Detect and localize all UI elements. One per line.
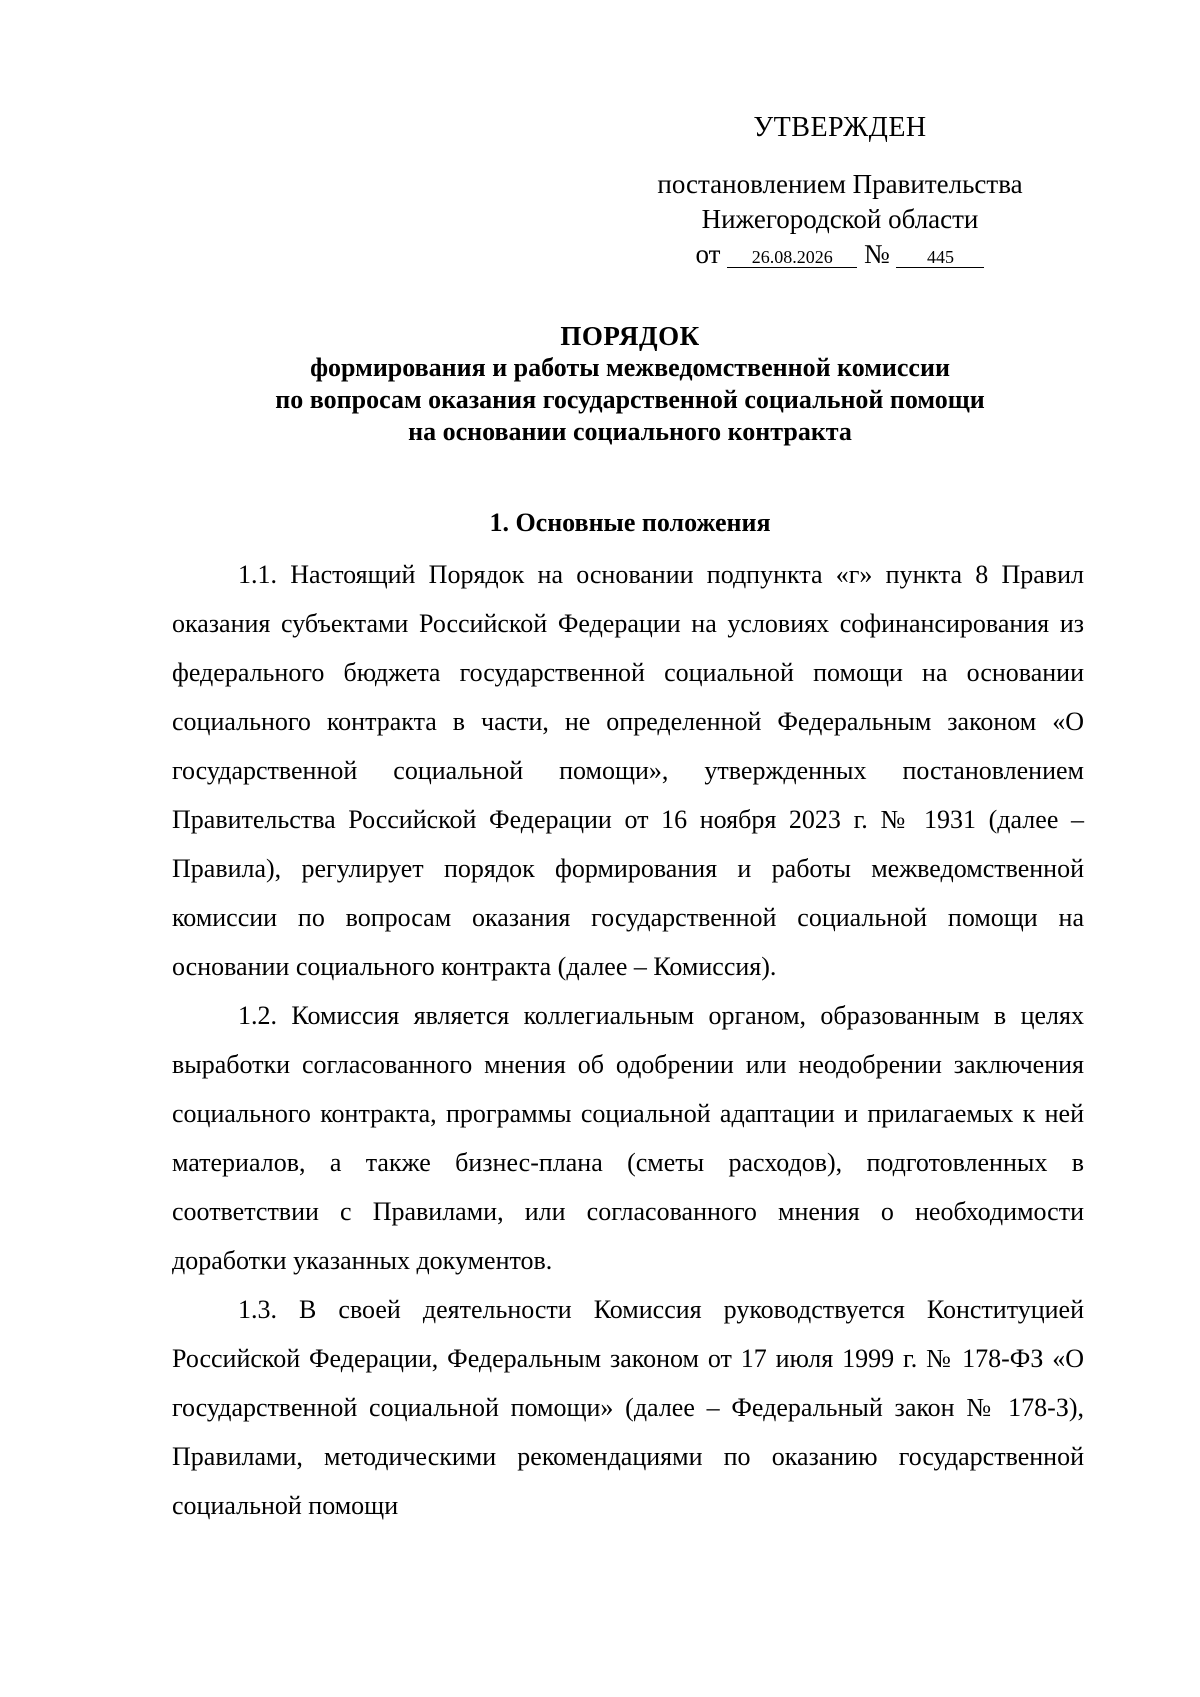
document-body xyxy=(172,550,1084,1530)
approval-line-2: Нижегородской области xyxy=(701,204,979,234)
paragraph-1-3: 1.3. В своей деятельности Комиссия руководствуется Конституцией Российской Федерации, Федеральным законом от 17 июля 1999 г. № 178-ФЗ «О государственной социальной помощи» (далее – Федеральный закон № 178-З), Правилами, методическими рекомендациями по оказанию государственной социальной помощи xyxy=(172,1295,1084,1520)
decree-date: 26.08.2026 xyxy=(727,247,857,268)
section-heading: 1. Основные положения xyxy=(489,508,771,537)
document-subtitle-line-1: формирования и работы межведомственной комиссии xyxy=(310,353,950,382)
document-subtitle-line-2: по вопросам оказания государственной социальной помощи xyxy=(275,385,985,414)
approval-stamp-block xyxy=(620,110,1060,272)
decree-number: 445 xyxy=(896,247,984,268)
number-sign: № xyxy=(863,239,890,269)
paragraph-1-1: 1.1. Настоящий Порядок на основании подпункта «г» пункта 8 Правил оказания субъектами Российской Федерации на условиях софинансирования из федерального бюджета государственной социальной помощи на основании социального контракта в части, не определенной Федеральным законом «О государственной социальной помощи», утвержденных постановлением Правительства Российской Федерации от 16 ноября 2023 г. № 1931 (далее – Правила), регулирует порядок формирования и работы межведомственной комиссии по вопросам оказания государственной социальной помощи на основании социального контракта (далее – Комиссия). xyxy=(172,560,1084,981)
approved-word: УТВЕРЖДЕН xyxy=(753,112,927,143)
document-title-block xyxy=(170,320,1090,448)
document-subtitle-line-3: на основании социального контракта xyxy=(408,417,852,446)
document-title: ПОРЯДОК xyxy=(560,321,700,351)
approval-line-1: постановлением Правительства xyxy=(657,169,1023,199)
from-label: от xyxy=(695,239,721,269)
approval-date-line xyxy=(620,237,1060,272)
paragraph-1-2: 1.2. Комиссия является коллегиальным органом, образованным в целях выработки согласованного мнения об одобрении или неодобрении заключения социального контракта, программы социальной адаптации и прилагаемых к ней материалов, а также бизнес-плана (сметы расходов), подготовленных в соответствии с Правилами, или согласованного мнения о необходимости доработки указанных документов. xyxy=(172,1001,1084,1275)
